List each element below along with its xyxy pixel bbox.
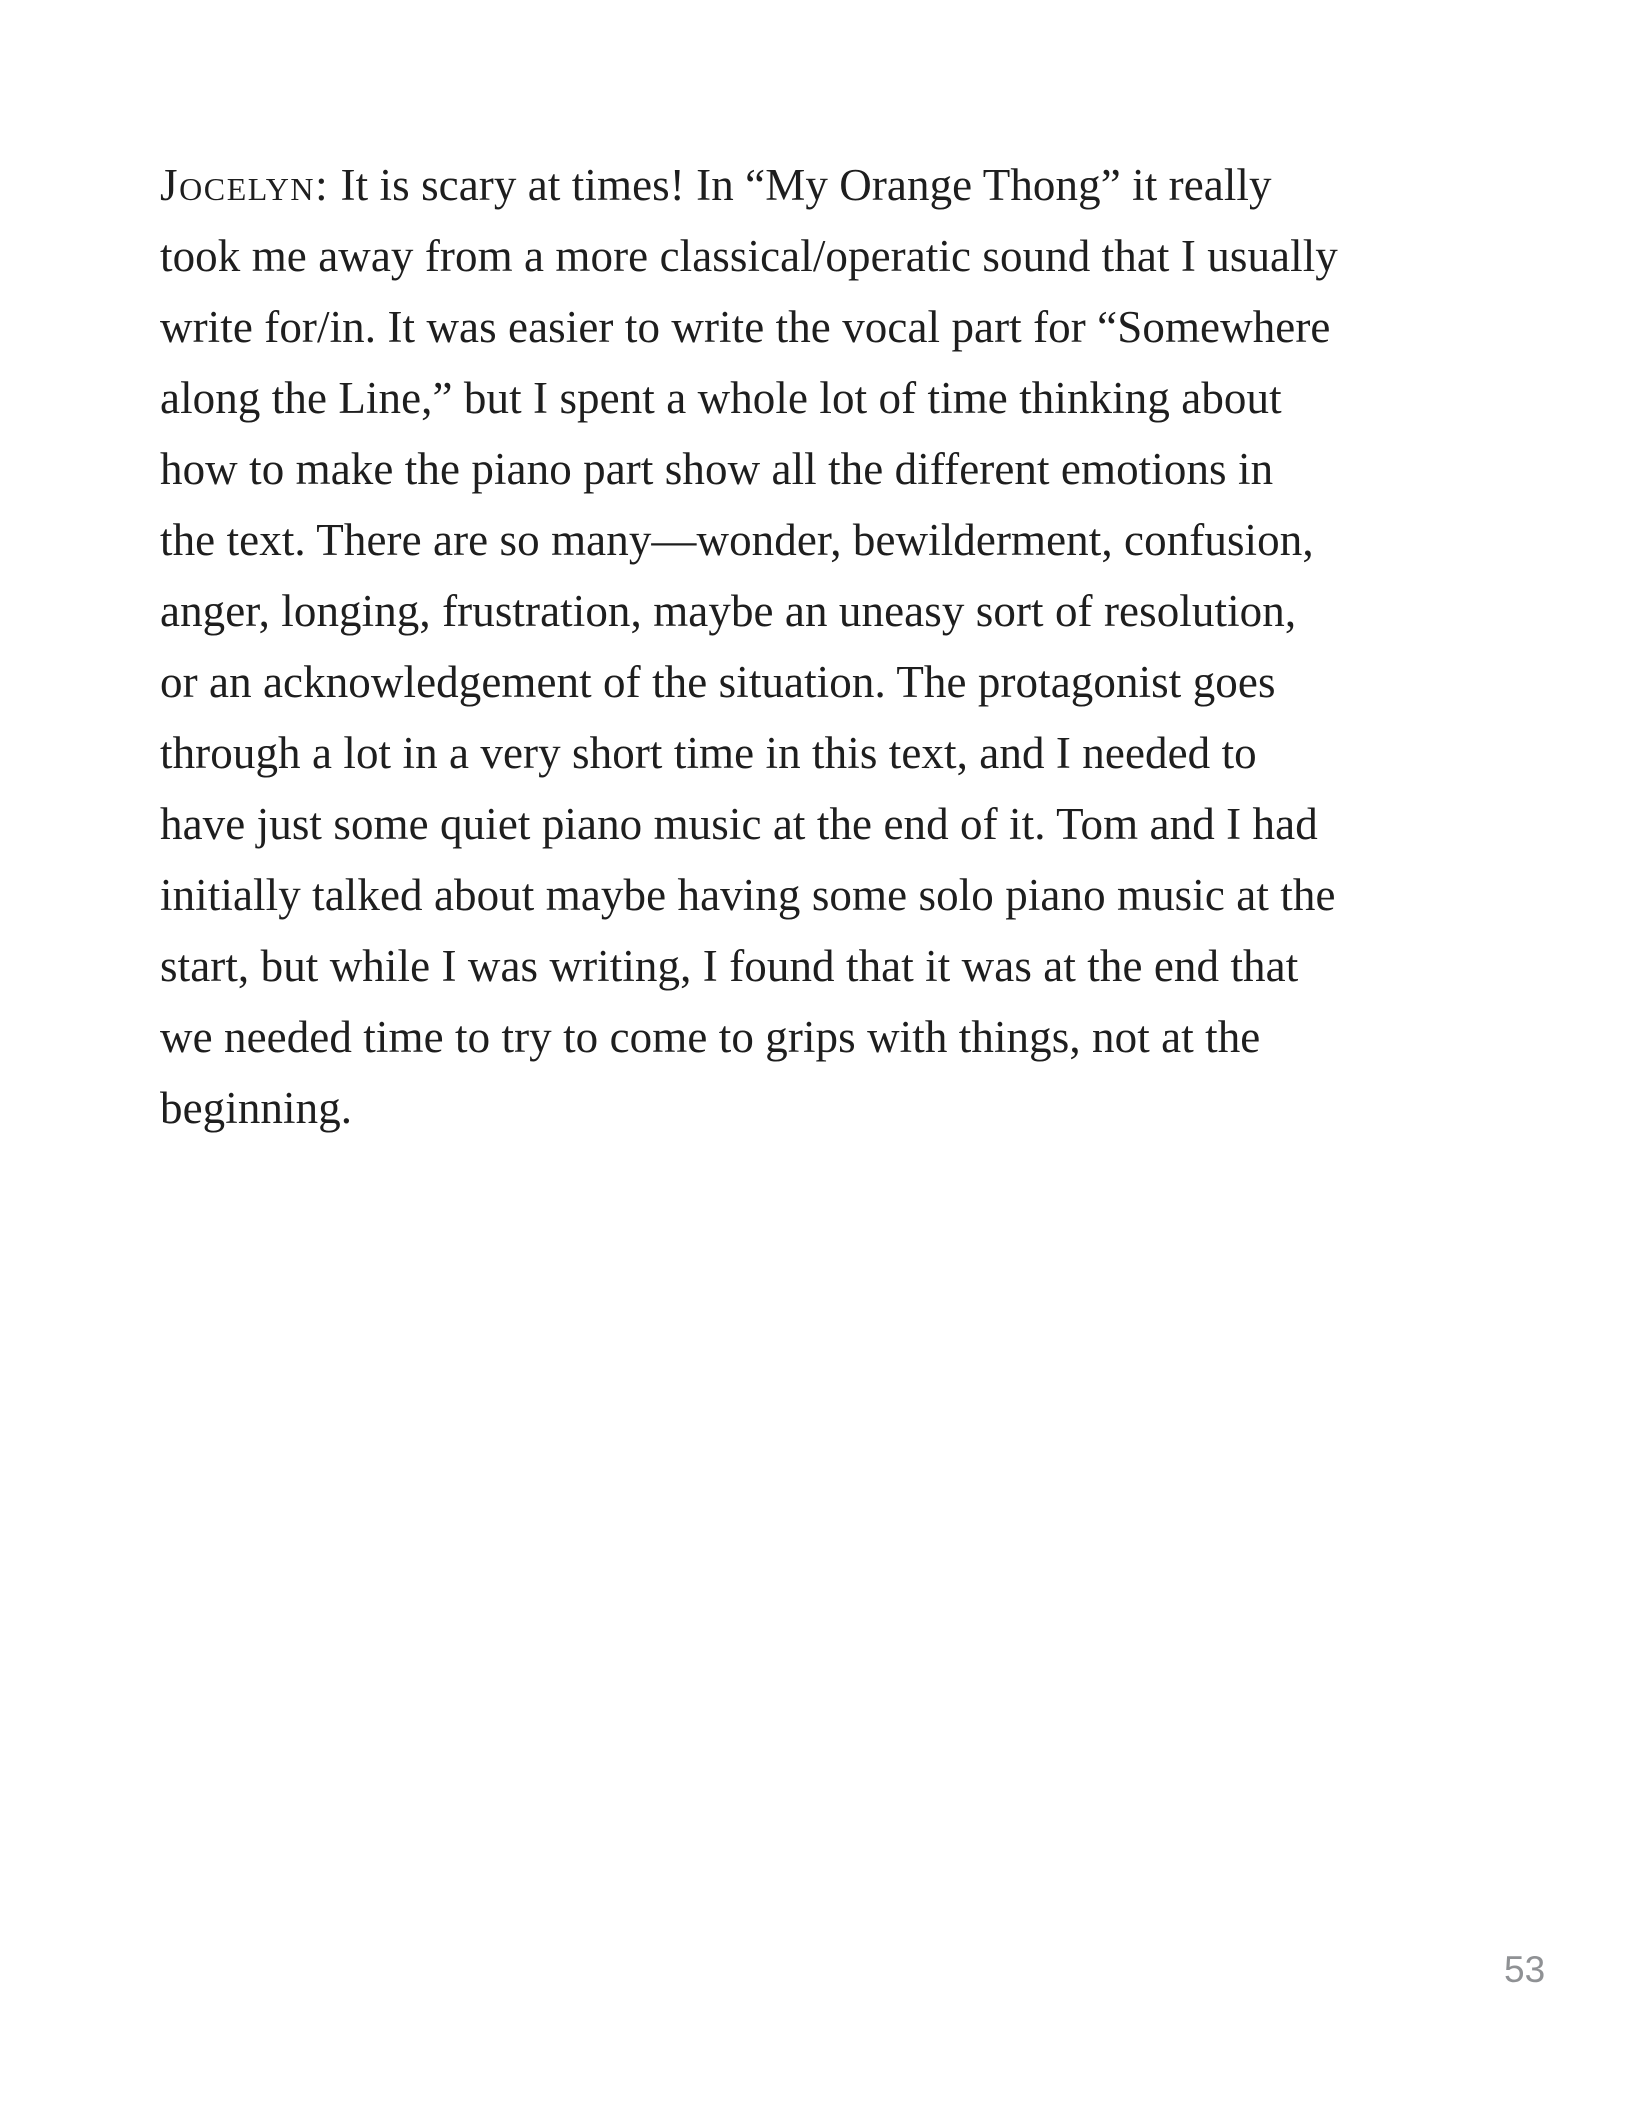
paragraph-line: start, but while I was writing, I found that it was at the end that xyxy=(160,941,1299,991)
paragraph-line: took me away from a more classical/operatic sound that I usually xyxy=(160,231,1338,281)
paragraph-line: how to make the piano part show all the different emotions in xyxy=(160,444,1274,494)
paragraph-line-text: It is scary at times! In “My Orange Thong” it really xyxy=(329,160,1272,210)
paragraph-line: we needed time to try to come to grips with things, not at the xyxy=(160,1012,1261,1062)
interview-paragraph xyxy=(160,150,1530,1144)
paragraph-line: beginning. xyxy=(160,1083,353,1133)
paragraph-line: the text. There are so many—wonder, bewilderment, confusion, xyxy=(160,515,1314,565)
speaker-name: Jocelyn: xyxy=(160,160,330,210)
paragraph-line xyxy=(160,150,1530,221)
paragraph-line: through a lot in a very short time in this text, and I needed to xyxy=(160,728,1257,778)
paragraph-line: or an acknowledgement of the situation. The protagonist goes xyxy=(160,657,1276,707)
page-number: 53 xyxy=(1504,1949,1546,1990)
paragraph-line: anger, longing, frustration, maybe an uneasy sort of resolution, xyxy=(160,586,1297,636)
paragraph-line: initially talked about maybe having some solo piano music at the xyxy=(160,870,1336,920)
paragraph-line: have just some quiet piano music at the end of it. Tom and I had xyxy=(160,799,1318,849)
paragraph-line: write for/in. It was easier to write the vocal part for “Somewhere xyxy=(160,302,1331,352)
paragraph-line: along the Line,” but I spent a whole lot of time thinking about xyxy=(160,373,1282,423)
